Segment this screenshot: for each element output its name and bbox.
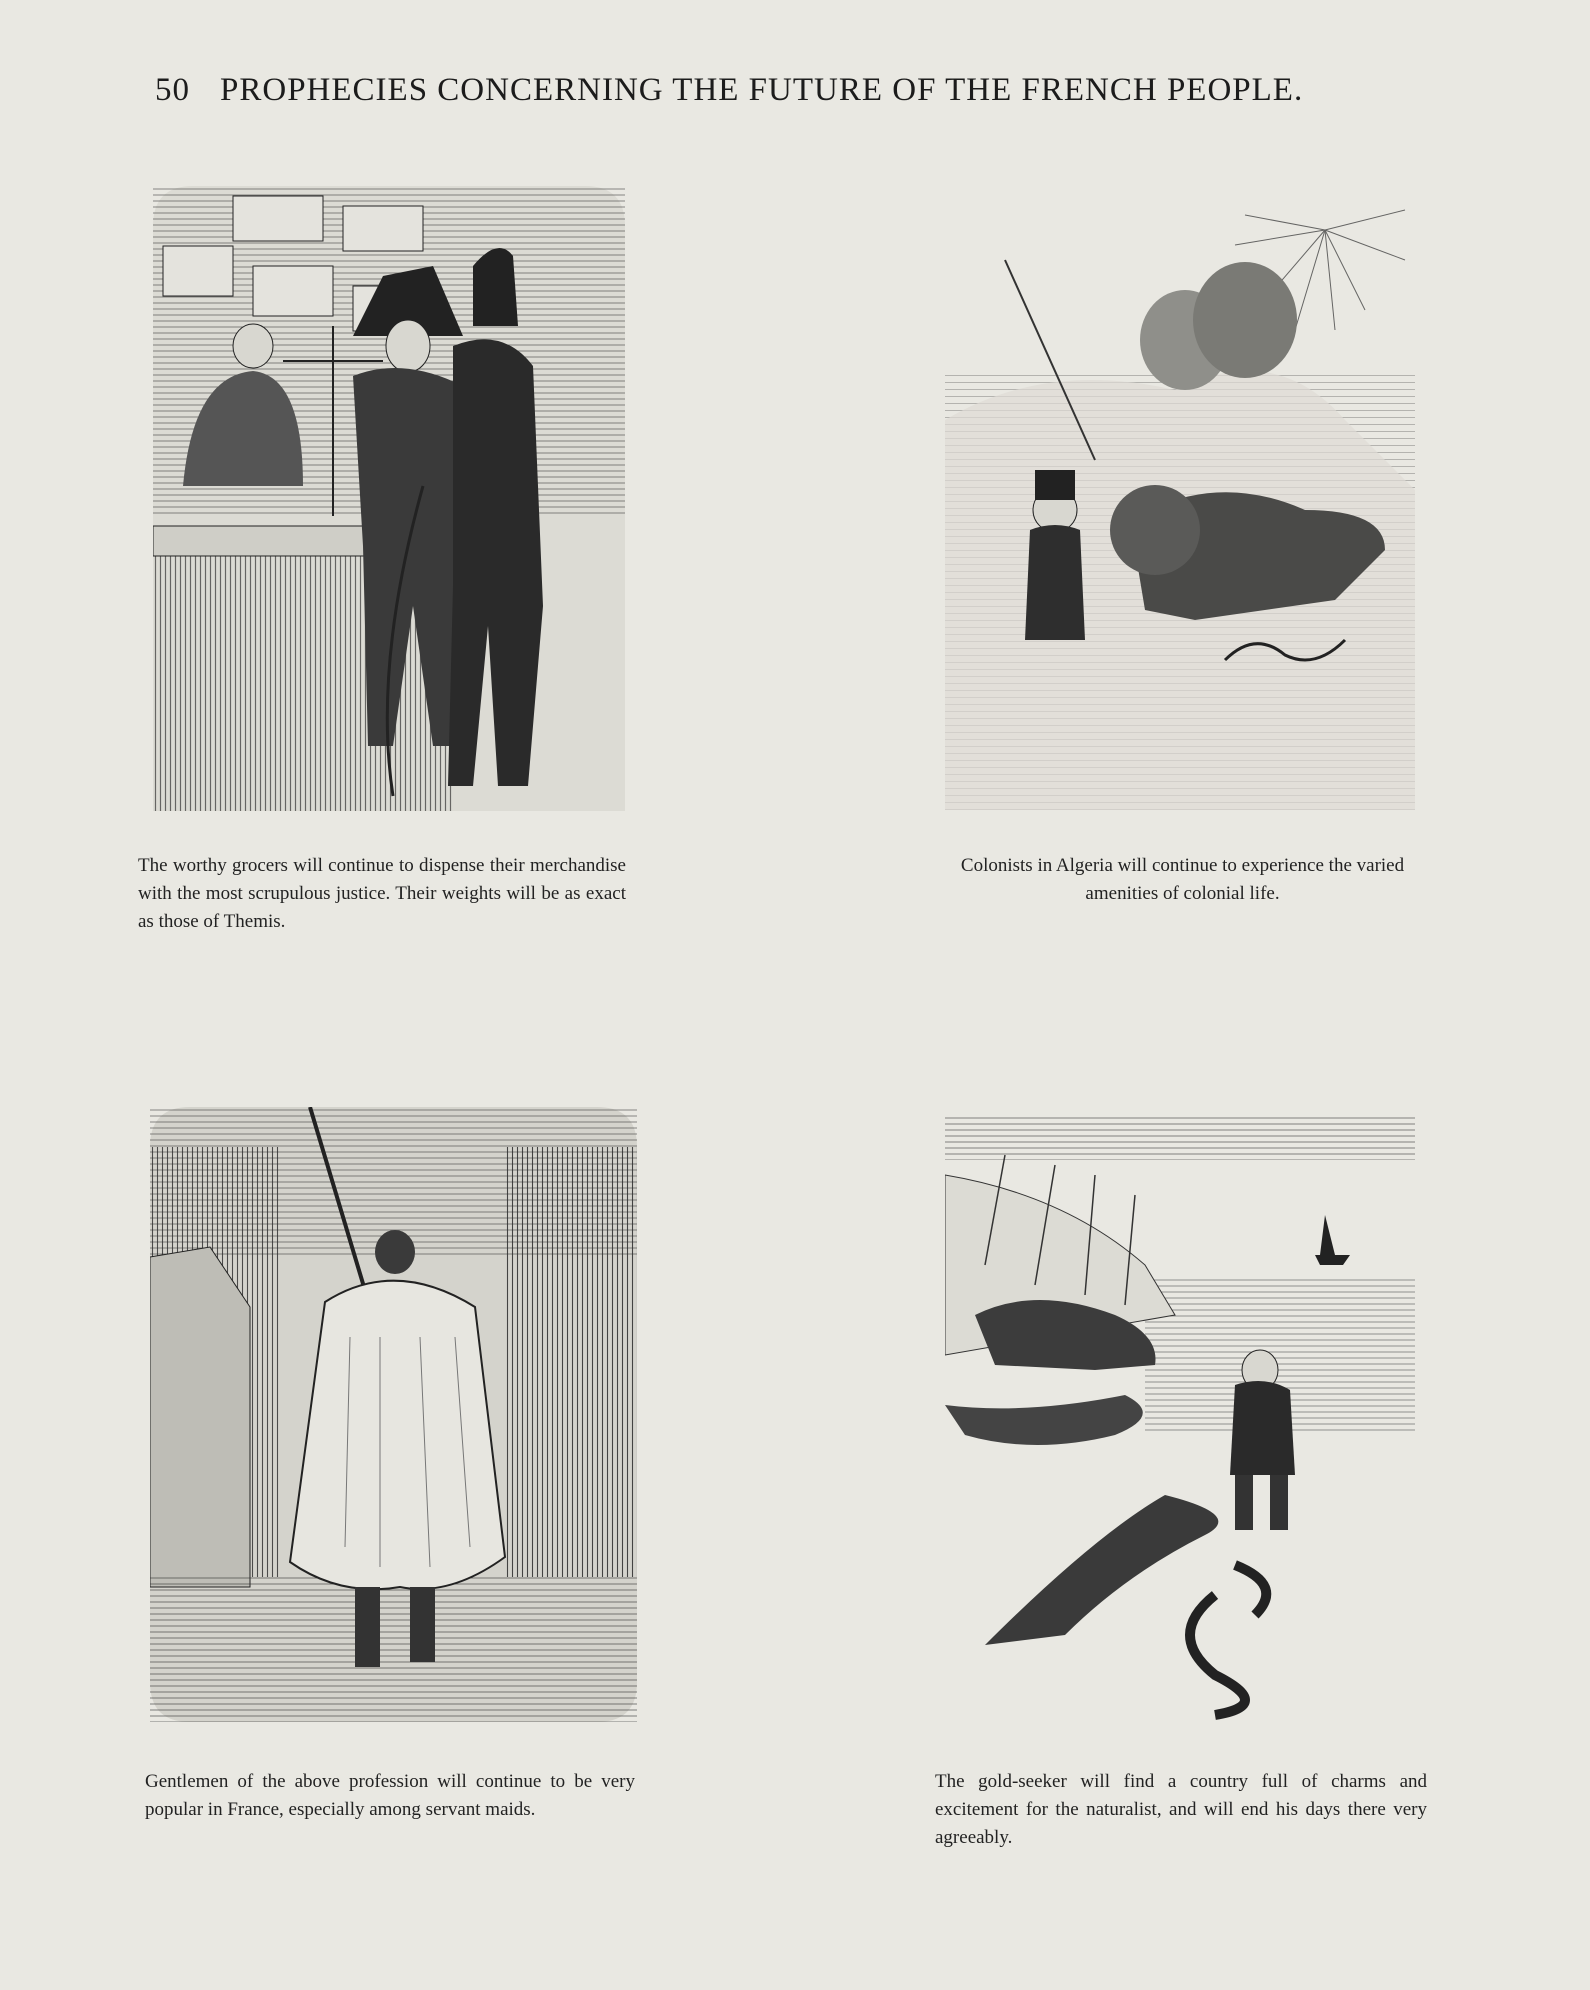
caption-grocers: The worthy grocers will continue to dispense their merchandise with the most scrupulous justice. Their weights will be as exact as those of Themis. — [138, 855, 626, 932]
caption-gentlemen: Gentlemen of the above profession will continue to be very popular in France, especially among servant maids. — [145, 1771, 635, 1820]
caption-algeria: Colonists in Algeria will continue to experience the varied amenities of colonial life. — [960, 855, 1405, 904]
page-title: PROPHECIES CONCERNING THE FUTURE OF THE FRENCH PEOPLE. — [220, 72, 1304, 108]
page-header — [155, 72, 1405, 109]
illustration-gold-seeker — [945, 1115, 1415, 1720]
illustration-cloak — [150, 1107, 637, 1722]
illustration-grocer — [153, 186, 625, 811]
page-number: 50 — [155, 72, 190, 108]
caption-gold-seeker: The gold-seeker will find a country full of charms and excitement for the naturalist, and will end his days there very agreeably. — [935, 1771, 1427, 1848]
illustration-algeria — [945, 190, 1415, 810]
